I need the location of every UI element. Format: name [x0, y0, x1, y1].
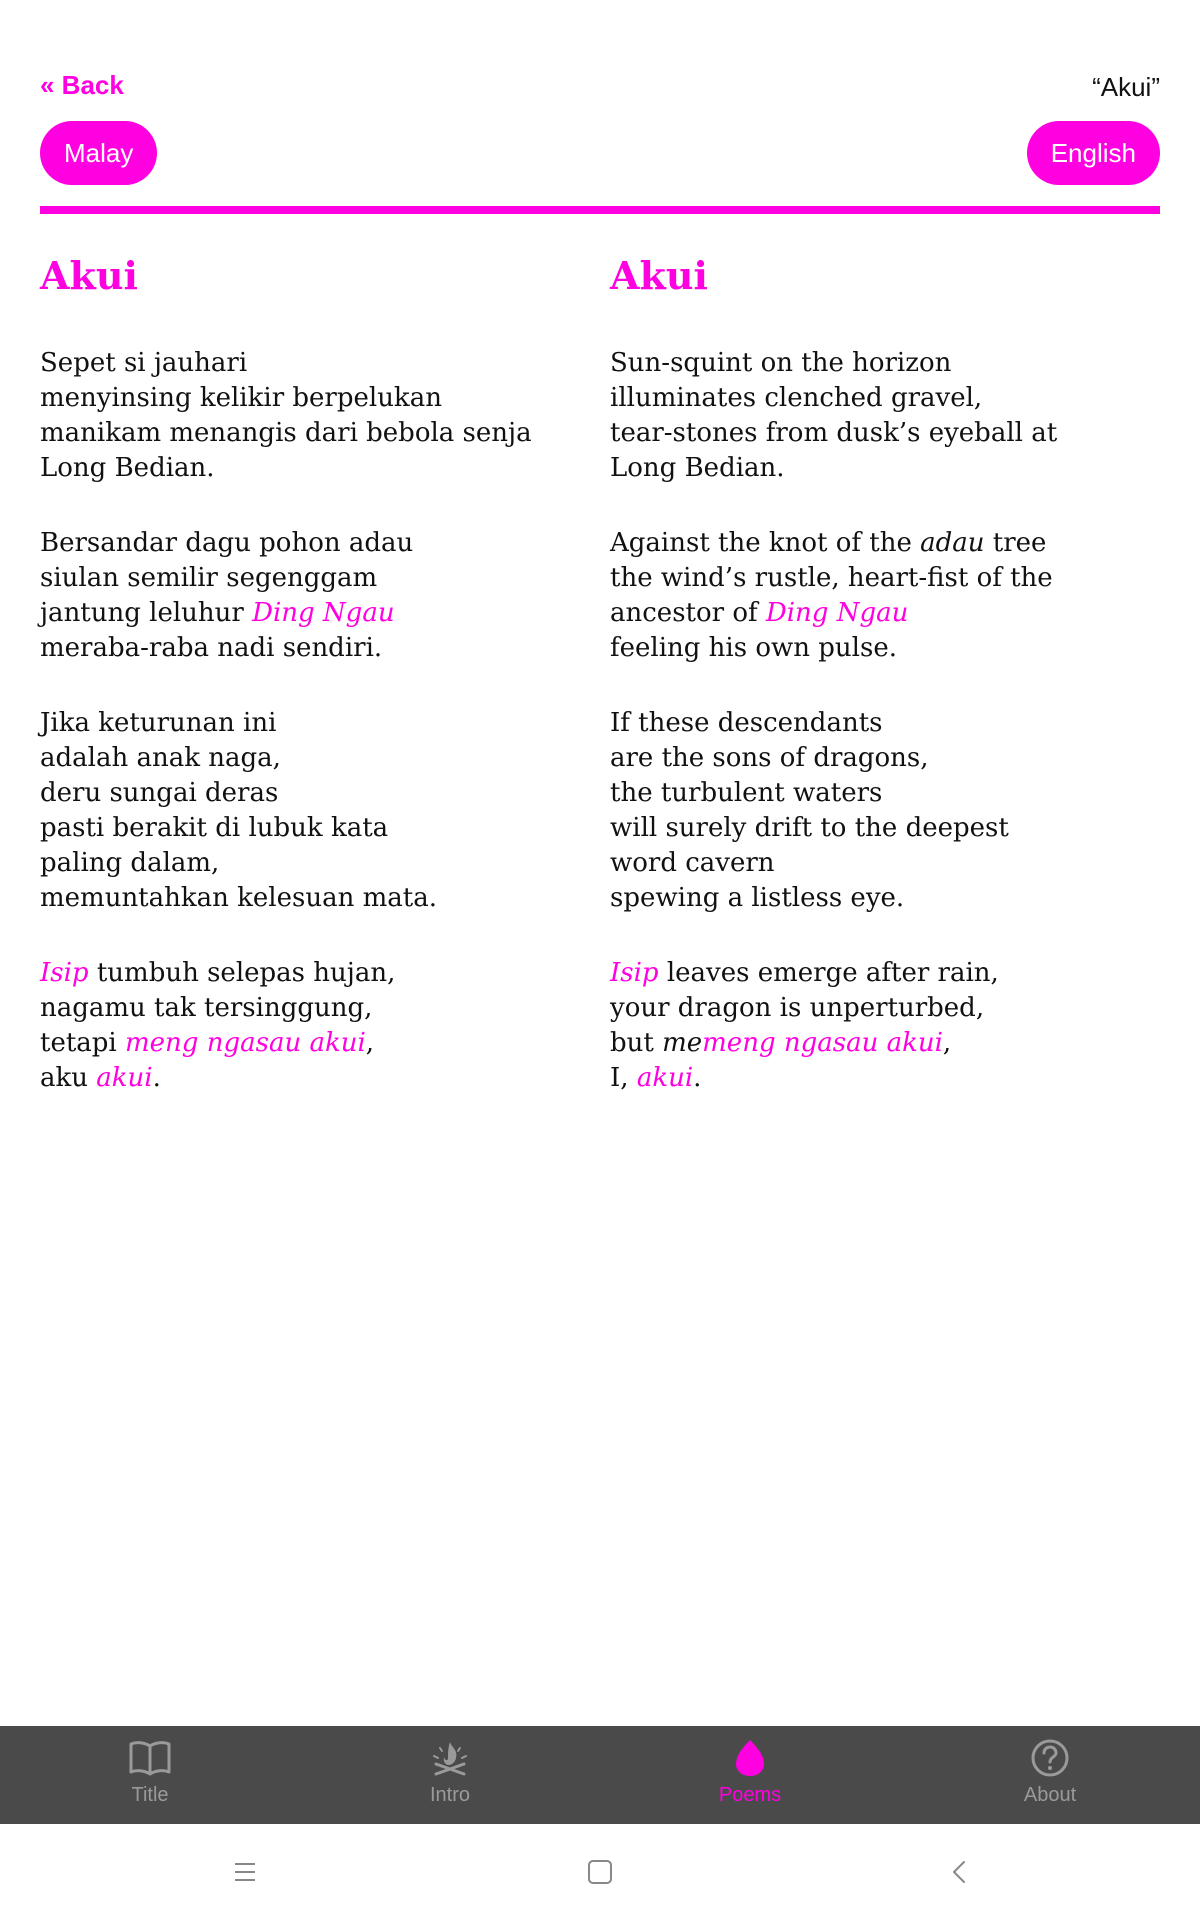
highlighted-term: Ding Ngau — [252, 598, 395, 628]
line-text: Jika keturunan ini — [40, 708, 277, 738]
poem-line — [610, 846, 1110, 881]
header-divider — [40, 206, 1160, 214]
menu-icon[interactable] — [225, 1852, 265, 1892]
poem-line — [610, 381, 1110, 416]
highlighted-term: meng ngasau akui — [125, 1028, 366, 1058]
help-circle-icon — [1028, 1738, 1072, 1778]
line-text: tree — [984, 528, 1047, 558]
tab-intro-label: Intro — [429, 1784, 471, 1806]
poem-line — [610, 881, 1110, 916]
poem-line — [40, 991, 540, 1026]
stanza — [610, 526, 1110, 666]
header — [40, 70, 1160, 214]
highlighted-term: akui — [96, 1063, 153, 1093]
bottom-tab-bar — [0, 1726, 1200, 1824]
line-text: meraba-raba nadi sendiri. — [40, 633, 383, 663]
poem-name: “Akui” — [1092, 72, 1160, 102]
poem-line — [40, 741, 540, 776]
italic-term: adau — [920, 528, 985, 558]
line-text: adalah anak naga, — [40, 743, 281, 773]
poem-line — [40, 346, 540, 381]
poem-line — [610, 991, 1110, 1026]
english-column — [610, 252, 1110, 1136]
tab-title[interactable] — [0, 1726, 300, 1824]
tab-intro[interactable] — [300, 1726, 600, 1824]
highlighted-term: Ding Ngau — [765, 598, 909, 628]
line-text: manikam menangis dari bebola senja — [40, 418, 532, 448]
english-button[interactable]: English — [1027, 121, 1160, 185]
stanza — [40, 706, 540, 916]
tab-title-label: Title — [131, 1784, 169, 1806]
poem-line — [610, 631, 1110, 666]
line-text: Long Bedian. — [610, 453, 785, 483]
line-text: menyinsing kelikir berpelukan — [40, 383, 442, 413]
line-text: , — [365, 1028, 375, 1058]
line-text: leaves emerge after rain, — [658, 958, 999, 988]
line-text: jantung leluhur — [40, 598, 253, 628]
line-text: . — [693, 1063, 702, 1093]
malay-poem-body — [40, 346, 540, 1096]
line-text: tumbuh selepas hujan, — [88, 958, 396, 988]
line-text: deru sungai deras — [40, 778, 279, 808]
line-text: tear-stones from dusk’s eyeball at — [610, 418, 1058, 448]
line-text: Sun-squint on the horizon — [610, 348, 952, 378]
poem-line — [40, 381, 540, 416]
poem-line — [40, 631, 540, 666]
poem-line — [40, 596, 540, 631]
poem-line — [40, 881, 540, 916]
poem-line — [40, 451, 540, 486]
line-text: pasti berakit di lubuk kata — [40, 813, 389, 843]
highlighted-term: meng ngasau akui — [702, 1028, 943, 1058]
stanza — [40, 956, 540, 1096]
system-nav-bar — [0, 1824, 1200, 1920]
poem-line — [610, 526, 1110, 561]
line-text: Bersandar dagu pohon adau — [40, 528, 414, 558]
poem-line — [610, 706, 1110, 741]
line-text: . — [152, 1063, 161, 1093]
poem-line — [610, 956, 1110, 991]
line-text: will surely drift to the deepest — [610, 813, 1009, 843]
poem-line — [40, 416, 540, 451]
line-text: paling dalam, — [40, 848, 220, 878]
malay-button[interactable]: Malay — [40, 121, 157, 185]
line-text: Against the knot of the — [610, 528, 921, 558]
line-text: feeling his own pulse. — [610, 633, 897, 663]
poem-line — [610, 776, 1110, 811]
line-text: your dragon is unperturbed, — [610, 993, 985, 1023]
line-text: Long Bedian. — [40, 453, 215, 483]
line-text: If these descendants — [610, 708, 883, 738]
line-text: memuntahkan kelesuan mata. — [40, 883, 437, 913]
line-text: nagamu tak tersinggung, — [40, 993, 373, 1023]
highlighted-term: akui — [636, 1063, 694, 1093]
highlighted-term: Isip — [610, 958, 659, 988]
stanza — [610, 346, 1110, 486]
poem-line — [610, 811, 1110, 846]
stanza — [40, 526, 540, 666]
poem-line — [40, 1061, 540, 1096]
poem-line — [610, 416, 1110, 451]
poem-line — [610, 596, 1110, 631]
malay-poem-title: Akui — [40, 253, 138, 298]
line-text: are the sons of dragons, — [610, 743, 929, 773]
english-poem-title: Akui — [610, 253, 708, 298]
poem-line — [40, 776, 540, 811]
poem-line — [40, 706, 540, 741]
line-text: word cavern — [610, 848, 775, 878]
highlighted-term: Isip — [40, 958, 89, 988]
stanza — [610, 706, 1110, 916]
back-link[interactable]: « Back — [40, 70, 124, 100]
tab-poems[interactable] — [600, 1726, 900, 1824]
line-text: tetapi — [40, 1028, 126, 1058]
poem-line — [610, 561, 1110, 596]
leaf-icon — [728, 1738, 772, 1778]
poem-line — [610, 1061, 1110, 1096]
malay-column — [40, 252, 540, 1136]
campfire-icon — [428, 1738, 472, 1778]
home-icon[interactable] — [580, 1852, 620, 1892]
poem-line — [610, 451, 1110, 486]
poem-line — [610, 346, 1110, 381]
line-text: the wind’s rustle, heart-fist of the — [610, 563, 1053, 593]
poem-line — [40, 561, 540, 596]
tab-about-label: About — [1023, 1784, 1077, 1806]
line-text: the turbulent waters — [610, 778, 883, 808]
book-icon — [128, 1738, 172, 1778]
poem-line — [610, 741, 1110, 776]
line-text: , — [942, 1028, 952, 1058]
line-text: aku — [40, 1063, 97, 1093]
line-text: siulan semilir segenggam — [40, 563, 378, 593]
line-text: ancestor of — [610, 598, 766, 628]
english-poem-body — [610, 346, 1110, 1096]
poem-line — [40, 811, 540, 846]
poem-line — [40, 1026, 540, 1061]
poem-line — [610, 1026, 1110, 1061]
line-text: but — [610, 1028, 663, 1058]
back-icon[interactable] — [940, 1852, 980, 1892]
italic-term: me — [662, 1028, 703, 1058]
line-text: Sepet si jauhari — [40, 348, 248, 378]
stanza — [610, 956, 1110, 1096]
poem-line — [40, 846, 540, 881]
line-text: spewing a listless eye. — [610, 883, 905, 913]
tab-about[interactable] — [900, 1726, 1200, 1824]
line-text: I, — [610, 1063, 637, 1093]
tab-poems-label: Poems — [718, 1784, 782, 1806]
stanza — [40, 346, 540, 486]
poem-line — [40, 956, 540, 991]
line-text: illuminates clenched gravel, — [610, 383, 983, 413]
poem-line — [40, 526, 540, 561]
